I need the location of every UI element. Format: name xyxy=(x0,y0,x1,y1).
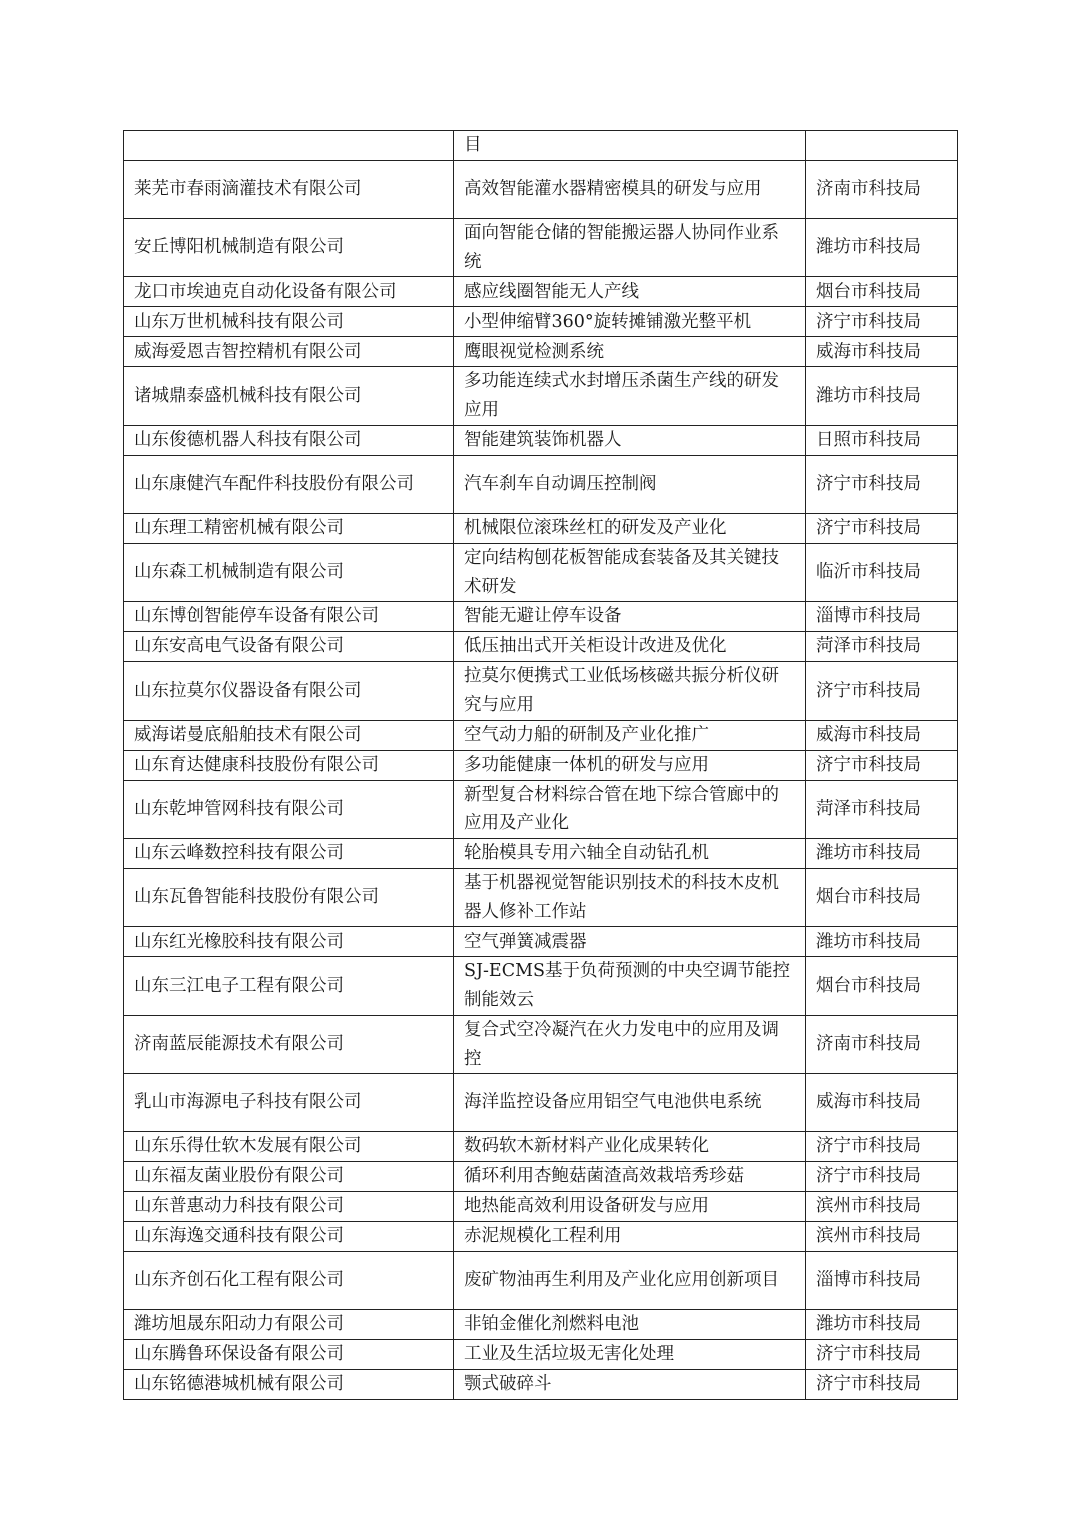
company-cell: 山东安高电气设备有限公司 xyxy=(124,632,454,662)
unit-cell: 济宁市科技局 xyxy=(806,1132,958,1162)
company-cell: 山东康健汽车配件科技股份有限公司 xyxy=(124,455,454,513)
company-cell: 山东万世机械科技有限公司 xyxy=(124,307,454,337)
project-cell: 工业及生活垃圾无害化处理 xyxy=(454,1340,806,1370)
table-row xyxy=(124,1340,958,1370)
table-row xyxy=(124,1370,958,1400)
company-cell: 山东普惠动力科技有限公司 xyxy=(124,1192,454,1222)
company-cell xyxy=(124,131,454,161)
unit-cell: 济宁市科技局 xyxy=(806,455,958,513)
project-cell: 拉莫尔便携式工业低场核磁共振分析仪研究与应用 xyxy=(454,662,806,720)
unit-cell: 威海市科技局 xyxy=(806,1074,958,1132)
table-row xyxy=(124,869,958,927)
project-cell: 空气动力船的研制及产业化推广 xyxy=(454,720,806,750)
company-cell: 龙口市埃迪克自动化设备有限公司 xyxy=(124,277,454,307)
table-row xyxy=(124,1162,958,1192)
unit-cell: 潍坊市科技局 xyxy=(806,1310,958,1340)
unit-cell: 济宁市科技局 xyxy=(806,750,958,780)
table-row xyxy=(124,513,958,543)
project-cell: 定向结构刨花板智能成套装备及其关键技术研发 xyxy=(454,543,806,601)
table-row xyxy=(124,307,958,337)
table-row xyxy=(124,720,958,750)
unit-cell: 济宁市科技局 xyxy=(806,307,958,337)
table-row xyxy=(124,277,958,307)
table-row xyxy=(124,161,958,219)
company-cell: 山东三江电子工程有限公司 xyxy=(124,957,454,1015)
table-row xyxy=(124,1222,958,1252)
unit-cell: 潍坊市科技局 xyxy=(806,839,958,869)
unit-cell: 济宁市科技局 xyxy=(806,1162,958,1192)
unit-cell: 滨州市科技局 xyxy=(806,1222,958,1252)
company-cell: 莱芜市春雨滴灌技术有限公司 xyxy=(124,161,454,219)
company-cell: 山东乾坤管网科技有限公司 xyxy=(124,780,454,838)
unit-cell: 济宁市科技局 xyxy=(806,1370,958,1400)
project-cell: 鹰眼视觉检测系统 xyxy=(454,337,806,367)
company-cell: 威海爱恩吉智控精机有限公司 xyxy=(124,337,454,367)
project-cell: 智能无避让停车设备 xyxy=(454,602,806,632)
table-row xyxy=(124,1192,958,1222)
company-cell: 山东理工精密机械有限公司 xyxy=(124,513,454,543)
table-row xyxy=(124,750,958,780)
project-cell: 新型复合材料综合管在地下综合管廊中的应用及产业化 xyxy=(454,780,806,838)
project-cell: SJ-ECMS基于负荷预测的中央空调节能控制能效云 xyxy=(454,957,806,1015)
unit-cell: 菏泽市科技局 xyxy=(806,632,958,662)
company-cell: 山东乐得仕软木发展有限公司 xyxy=(124,1132,454,1162)
table-row xyxy=(124,219,958,277)
company-cell: 山东福友菌业股份有限公司 xyxy=(124,1162,454,1192)
company-cell: 威海诺曼底船舶技术有限公司 xyxy=(124,720,454,750)
company-cell: 诸城鼎泰盛机械科技有限公司 xyxy=(124,367,454,425)
unit-cell: 淄博市科技局 xyxy=(806,1252,958,1310)
table-row xyxy=(124,957,958,1015)
table-row xyxy=(124,927,958,957)
project-cell: 轮胎模具专用六轴全自动钻孔机 xyxy=(454,839,806,869)
company-cell: 潍坊旭晟东阳动力有限公司 xyxy=(124,1310,454,1340)
project-cell: 汽车刹车自动调压控制阀 xyxy=(454,455,806,513)
company-cell: 山东铭德港城机械有限公司 xyxy=(124,1370,454,1400)
project-cell: 多功能连续式水封增压杀菌生产线的研发应用 xyxy=(454,367,806,425)
table-row xyxy=(124,131,958,161)
unit-cell: 威海市科技局 xyxy=(806,720,958,750)
project-cell: 面向智能仓储的智能搬运器人协同作业系统 xyxy=(454,219,806,277)
project-cell: 复合式空冷凝汽在火力发电中的应用及调控 xyxy=(454,1015,806,1073)
unit-cell: 淄博市科技局 xyxy=(806,602,958,632)
table-row xyxy=(124,780,958,838)
unit-cell: 威海市科技局 xyxy=(806,337,958,367)
unit-cell: 日照市科技局 xyxy=(806,425,958,455)
table-row xyxy=(124,662,958,720)
company-cell: 山东齐创石化工程有限公司 xyxy=(124,1252,454,1310)
table-row xyxy=(124,337,958,367)
table-row xyxy=(124,1074,958,1132)
unit-cell: 烟台市科技局 xyxy=(806,869,958,927)
company-cell: 济南蓝辰能源技术有限公司 xyxy=(124,1015,454,1073)
company-cell: 山东俊德机器人科技有限公司 xyxy=(124,425,454,455)
company-cell: 山东育达健康科技股份有限公司 xyxy=(124,750,454,780)
company-cell: 山东云峰数控科技有限公司 xyxy=(124,839,454,869)
table-row xyxy=(124,367,958,425)
unit-cell: 济南市科技局 xyxy=(806,1015,958,1073)
company-cell: 安丘博阳机械制造有限公司 xyxy=(124,219,454,277)
table-row xyxy=(124,632,958,662)
project-cell: 空气弹簧减震器 xyxy=(454,927,806,957)
project-cell: 废矿物油再生利用及产业化应用创新项目 xyxy=(454,1252,806,1310)
unit-cell: 临沂市科技局 xyxy=(806,543,958,601)
company-cell: 山东森工机械制造有限公司 xyxy=(124,543,454,601)
table-row xyxy=(124,839,958,869)
unit-cell: 济宁市科技局 xyxy=(806,1340,958,1370)
table-row xyxy=(124,425,958,455)
project-list-table xyxy=(123,130,958,1400)
unit-cell: 潍坊市科技局 xyxy=(806,927,958,957)
table-row xyxy=(124,1132,958,1162)
company-cell: 山东瓦鲁智能科技股份有限公司 xyxy=(124,869,454,927)
unit-cell: 菏泽市科技局 xyxy=(806,780,958,838)
project-cell: 小型伸缩臂360°旋转摊铺激光整平机 xyxy=(454,307,806,337)
company-cell: 山东红光橡胶科技有限公司 xyxy=(124,927,454,957)
project-cell: 循环利用杏鲍菇菌渣高效栽培秀珍菇 xyxy=(454,1162,806,1192)
unit-cell: 济宁市科技局 xyxy=(806,662,958,720)
project-cell: 感应线圈智能无人产线 xyxy=(454,277,806,307)
company-cell: 山东博创智能停车设备有限公司 xyxy=(124,602,454,632)
project-cell: 赤泥规模化工程利用 xyxy=(454,1222,806,1252)
unit-cell: 潍坊市科技局 xyxy=(806,219,958,277)
company-cell: 乳山市海源电子科技有限公司 xyxy=(124,1074,454,1132)
table-row xyxy=(124,455,958,513)
unit-cell: 济宁市科技局 xyxy=(806,513,958,543)
project-cell: 海洋监控设备应用铝空气电池供电系统 xyxy=(454,1074,806,1132)
unit-cell: 烟台市科技局 xyxy=(806,957,958,1015)
unit-cell: 济南市科技局 xyxy=(806,161,958,219)
project-cell: 数码软木新材料产业化成果转化 xyxy=(454,1132,806,1162)
company-cell: 山东海逸交通科技有限公司 xyxy=(124,1222,454,1252)
company-cell: 山东腾鲁环保设备有限公司 xyxy=(124,1340,454,1370)
table-row xyxy=(124,543,958,601)
table-row xyxy=(124,1252,958,1310)
unit-cell: 烟台市科技局 xyxy=(806,277,958,307)
project-cell: 多功能健康一体机的研发与应用 xyxy=(454,750,806,780)
unit-cell: 潍坊市科技局 xyxy=(806,367,958,425)
table-row xyxy=(124,1310,958,1340)
unit-cell: 滨州市科技局 xyxy=(806,1192,958,1222)
project-cell: 基于机器视觉智能识别技术的科技木皮机器人修补工作站 xyxy=(454,869,806,927)
company-cell: 山东拉莫尔仪器设备有限公司 xyxy=(124,662,454,720)
project-cell: 低压抽出式开关柜设计改进及优化 xyxy=(454,632,806,662)
project-cell: 颚式破碎斗 xyxy=(454,1370,806,1400)
table-row xyxy=(124,1015,958,1073)
project-cell: 非铂金催化剂燃料电池 xyxy=(454,1310,806,1340)
project-cell: 目 xyxy=(454,131,806,161)
project-cell: 智能建筑装饰机器人 xyxy=(454,425,806,455)
project-cell: 高效智能灌水器精密模具的研发与应用 xyxy=(454,161,806,219)
project-cell: 地热能高效利用设备研发与应用 xyxy=(454,1192,806,1222)
project-cell: 机械限位滚珠丝杠的研发及产业化 xyxy=(454,513,806,543)
table-row xyxy=(124,602,958,632)
unit-cell xyxy=(806,131,958,161)
